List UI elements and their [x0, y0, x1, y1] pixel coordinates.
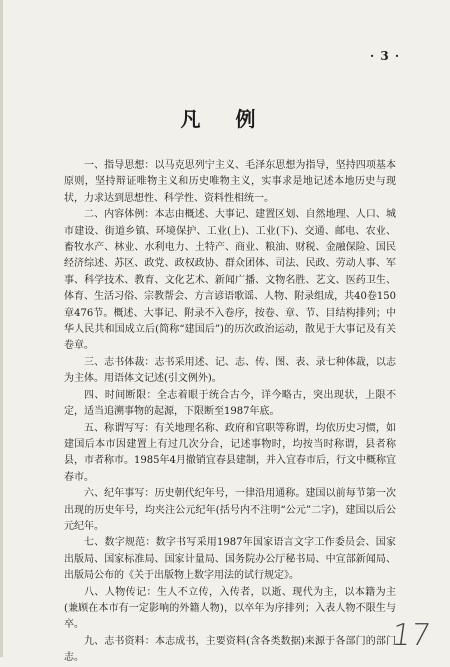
paragraph-numbers: 七、数字规范：数字书写采用1987年国家语言文字工作委员会、国家出版局、国家标准局、国家计量局、国务院办公厅秘书局、中宣部新闻局、出版局公布的《关于出版物上数字用法的试行规定》。	[64, 537, 396, 582]
handwritten-page-mark: 17	[389, 618, 433, 653]
paragraph-guiding-ideology: 一、指导思想：以马克思列宁主义、毛泽东思想为指导，坚持四项基本原则，坚持辩证唯物主义和历史唯物主义，实事求是地记述本地历史与现状，力求达到思想性、科学性、资料性相统一。	[64, 160, 396, 204]
paragraph-dating: 六、纪年事写：历史朝代纪年号，一律沿用通称。建国以前每节第一次出现的历史年号，均夹注公元纪年(括号内不注明“公元”二字)，建国以后公元纪年。	[64, 488, 396, 532]
paragraph-genre: 三、志书体裁：志书采用述、记、志、传、图、表、录七种体裁，以志为主体。用语体文记述(引文例外)。	[64, 356, 396, 385]
scan-edge	[0, 0, 3, 657]
paragraph-content-structure: 二、内容体例：本志由概述、大事记、建置区划、自然地理、人口、城市建设、街道乡镇、环境保护、工业(上)、工业(下)、交通、邮电、农业、畜牧水产、林业、水利电力、土特产、商业、粮油、财税、金融保险、国民经济综述、苏区、政党、政权政协、群众团体、司法、民政、劳动人事、军事、科学技术、教育、文化艺术、新闻广播、文物名胜、艺文、医药卫生、体育、生活习俗、宗教帮会、方言谚语歌谣、人物、附录组成，共40卷150章476节。概述、大事记、附录不入卷序，按卷、章、节、目结构排列；中华人民共和国成立后(简称“建国后”)的历次政治运动，散见于大事记及有关卷章。	[64, 209, 396, 352]
paragraph-time-range: 四、时间断限：全志着眼于统合古今，详今略古，突出现状，上限不定，适当追溯事物的起源，下限断至1987年底。	[64, 389, 396, 418]
page-title: 凡 例	[180, 107, 270, 131]
page-number: · 3 ·	[370, 49, 401, 63]
paragraph-naming: 五、称谓写写：有关地理名称、政府和官职等称谓，均依历史习惯，如建国后本市因建置上有过几次分合，记述事物时，均按当时称谓，县者称县，市者称市。1985年4月撤销宜春县建制，并入宜春市后，行文中概称宜春市。	[64, 422, 396, 483]
paragraph-biographies: 八、人物传记：生人不立传，入传者，以逝、现代为主，以本籍为主(兼顾在本市有一定影响的外籍人物)，以卒年为序排列；入表人物不限生与卒。	[64, 586, 396, 631]
body-text	[64, 158, 396, 667]
paragraph-sources: 九、志书资料：本志成书，主要资料(含各类数据)来源于各部门的部门志。	[64, 635, 396, 664]
